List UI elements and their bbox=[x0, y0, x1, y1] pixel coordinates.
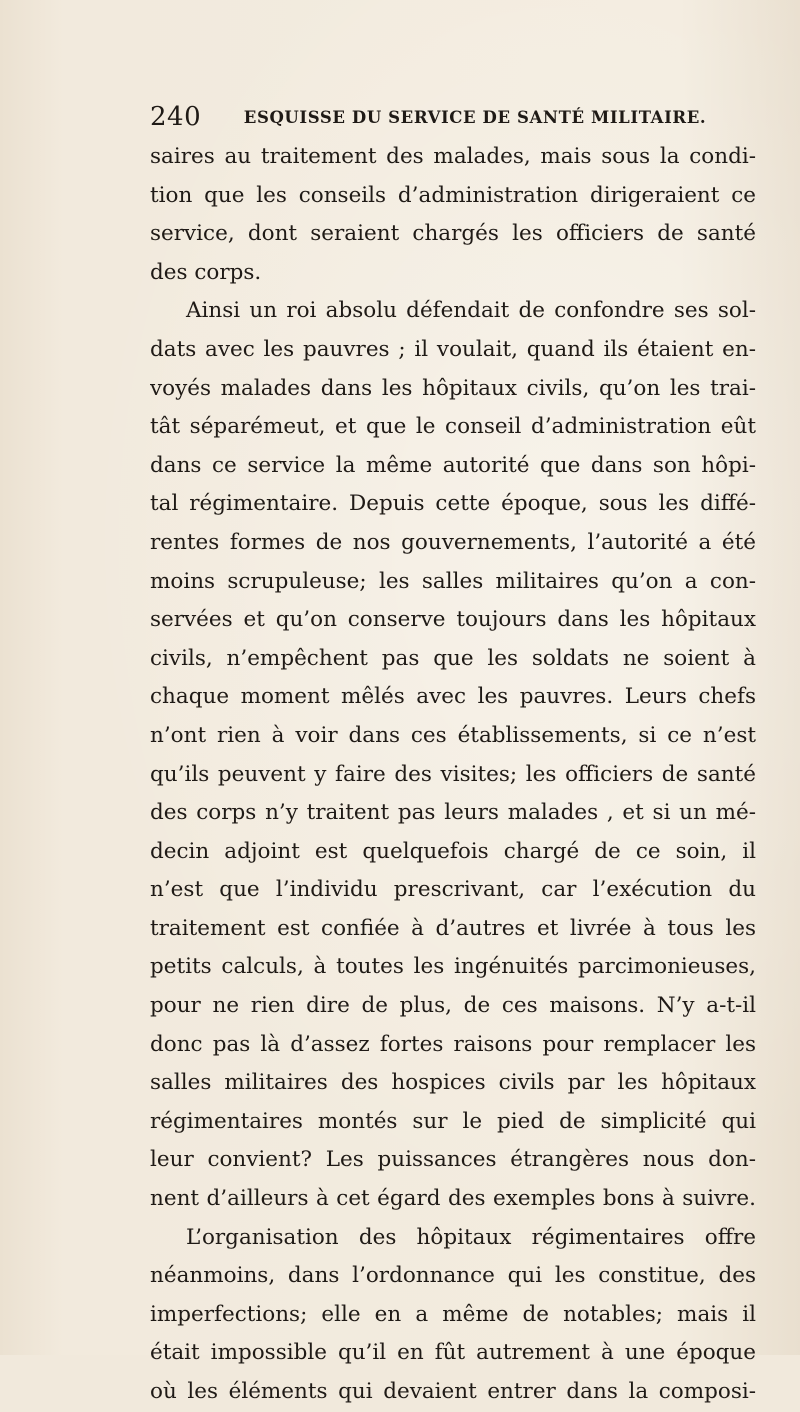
text-line: petits calculs, à toutes les ingénuités parcimonieuses, bbox=[150, 954, 756, 980]
text-line: salles militaires des hospices civils par les hôpitaux bbox=[150, 1070, 756, 1096]
text-line: était impossible qu’il en fût autrement à une époque bbox=[150, 1340, 756, 1366]
text-line: des corps n’y traitent pas leurs malades , et si un mé- bbox=[150, 800, 756, 826]
text-line: donc pas là d’assez fortes raisons pour remplacer les bbox=[150, 1031, 756, 1057]
text-line: n’est que l’individu prescrivant, car l’exécution du bbox=[150, 877, 756, 903]
text-line: traitement est confiée à d’autres et livrée à tous les bbox=[150, 915, 756, 941]
running-title: ESQUISSE DU SERVICE DE SANTÉ MILITAIRE. bbox=[243, 108, 707, 127]
text-line: tal régimentaire. Depuis cette époque, sous les diffé- bbox=[150, 491, 756, 517]
text-line: servées et qu’on conserve toujours dans les hôpitaux bbox=[150, 607, 756, 633]
text-line: imperfections; elle en a même de notables; mais il bbox=[150, 1301, 756, 1327]
text-line: qu’ils peuvent y faire des visites; les officiers de santé bbox=[150, 761, 756, 787]
text-line: tion que les conseils d’administration dirigeraient ce bbox=[150, 182, 756, 208]
text-line: tât séparémeut, et que le conseil d’administration eût bbox=[150, 414, 756, 440]
text-line: pour ne rien dire de plus, de ces maisons. N’y a-t-il bbox=[150, 993, 756, 1019]
text-line: néanmoins, dans l’ordonnance qui les constitue, des bbox=[150, 1263, 756, 1289]
text-line: decin adjoint est quelquefois chargé de ce soin, il bbox=[150, 838, 756, 864]
text-line: régimentaires montés sur le pied de simplicité qui bbox=[150, 1108, 756, 1134]
text-line: civils, n’empêchent pas que les soldats ne soient à bbox=[150, 645, 756, 671]
text-line: Ainsi un roi absolu défendait de confondre ses sol- bbox=[186, 298, 756, 324]
text-line: où les éléments qui devaient entrer dans la composi- bbox=[150, 1379, 756, 1404]
text-line: rentes formes de nos gouvernements, l’autorité a été bbox=[150, 529, 756, 555]
text-line: L’organisation des hôpitaux régimentaires offre bbox=[186, 1224, 756, 1250]
text-line: dats avec les pauvres ; il voulait, quand ils étaient en- bbox=[150, 336, 756, 362]
page-header bbox=[150, 100, 750, 134]
text-line: voyés malades dans les hôpitaux civils, qu’on les trai- bbox=[150, 375, 756, 401]
body-text bbox=[150, 138, 756, 1412]
text-line: saires au traitement des malades, mais sous la condi- bbox=[150, 144, 756, 169]
text-line: service, dont seraient chargés les officiers de santé bbox=[150, 221, 756, 247]
page-number: 240 bbox=[150, 102, 202, 132]
text-line: dans ce service la même autorité que dans son hôpi- bbox=[150, 452, 756, 478]
text-line: moins scrupuleuse; les salles militaires qu’on a con- bbox=[150, 568, 756, 594]
text-line: n’ont rien à voir dans ces établissements, si ce n’est bbox=[150, 722, 756, 748]
text-line: nent d’ailleurs à cet égard des exemples bons à suivre. bbox=[150, 1186, 756, 1212]
text-line: leur convient? Les puissances étrangères nous don- bbox=[150, 1147, 756, 1173]
text-line: des corps. bbox=[150, 259, 262, 285]
text-line: chaque moment mêlés avec les pauvres. Leurs chefs bbox=[150, 684, 756, 710]
